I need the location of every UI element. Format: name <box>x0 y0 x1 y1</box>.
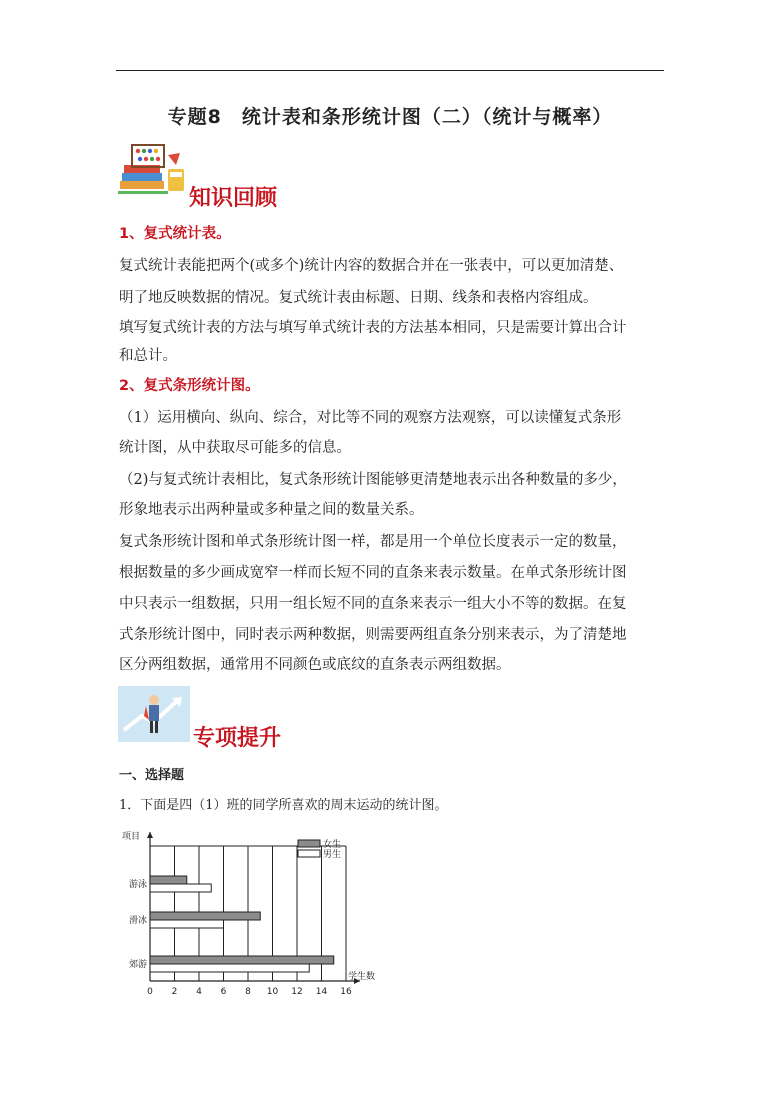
paragraph-line: 形象地表示出两种量或多种量之间的数量关系。 <box>119 502 424 518</box>
part-title: 一、选择题 <box>119 768 185 783</box>
section-heading-knowledge: 知识回顾 <box>189 185 278 211</box>
point-2-title: 2、复式条形统计图。 <box>119 378 260 394</box>
paragraph-line: （2)与复式统计表相比，复式条形统计图能够更清楚地表示出各种数量的多少， <box>119 472 627 488</box>
bar-boys <box>150 920 224 928</box>
paragraph-line: 根据数量的多少画成宽窄一样而长短不同的直条来表示数量。在单式条形统计图 <box>119 565 627 581</box>
x-tick-label: 0 <box>147 987 153 997</box>
x-tick-label: 12 <box>291 987 303 997</box>
paragraph-line: 明了地反映数据的情况。复式统计表由标题、日期、线条和表格内容组成。 <box>119 290 598 306</box>
legend-swatch <box>298 840 320 847</box>
y-axis-label: 项目 <box>121 832 140 842</box>
paragraph-line: 复式统计表能把两个(或多个)统计内容的数据合并在一张表中，可以更加清楚、 <box>119 258 624 274</box>
bar-girls <box>150 956 334 964</box>
x-tick-label: 2 <box>171 987 178 997</box>
x-tick-label: 6 <box>220 987 227 997</box>
sports-bar-chart <box>116 826 396 1006</box>
x-tick-label: 8 <box>245 987 251 997</box>
x-tick-label: 10 <box>266 987 279 997</box>
bar-girls <box>150 876 187 884</box>
paragraph-line: 复式条形统计图和单式条形统计图一样，都是用一个单位长度表示一定的数量， <box>119 534 627 550</box>
category-label: 郊游 <box>128 960 147 970</box>
bar-girls <box>150 912 260 920</box>
paragraph-line: 和总计。 <box>119 348 177 364</box>
x-tick-label: 14 <box>315 987 328 997</box>
y-axis-arrow <box>147 832 153 838</box>
paragraph-line: （1）运用横向、纵向、综合，对比等不同的观察方法观察，可以读懂复式条形 <box>119 410 622 426</box>
legend-label: 男生 <box>323 850 342 860</box>
header-rule <box>116 70 664 71</box>
x-tick-label: 4 <box>196 987 202 997</box>
x-axis-label: 学生数 <box>348 972 376 982</box>
paragraph-line: 统计图，从中获取尽可能多的信息。 <box>119 440 351 456</box>
bar-boys <box>150 964 309 972</box>
bar-boys <box>150 884 211 892</box>
page-title: 专题8 统计表和条形统计图（二）（统计与概率） <box>167 106 613 128</box>
category-label: 游泳 <box>128 880 147 890</box>
paragraph-line: 区分两组数据，通常用不同颜色或底纹的直条表示两组数据。 <box>119 657 511 673</box>
point-1-title: 1、复式统计表。 <box>119 226 231 242</box>
x-tick-label: 16 <box>340 987 352 997</box>
paragraph-line: 填写复式统计表的方法与填写单式统计表的方法基本相同，只是需要计算出合计 <box>119 320 627 336</box>
question-1-text: 1．下面是四（1）班的同学所喜欢的周末运动的统计图。 <box>119 798 448 813</box>
category-label: 滑冰 <box>128 916 147 926</box>
legend-swatch <box>298 850 320 857</box>
legend-label: 女生 <box>323 840 342 850</box>
paragraph-line: 中只表示一组数据，只用一组长短不同的直条来表示一组大小不等的数据。在复 <box>119 596 627 612</box>
paragraph-line: 式条形统计图中，同时表示两种数据，则需要两组直条分别来表示，为了清楚地 <box>119 627 627 643</box>
growth-figure-icon <box>118 686 190 742</box>
abacus-books-icon <box>118 143 190 199</box>
section-heading-practice: 专项提升 <box>193 725 282 751</box>
